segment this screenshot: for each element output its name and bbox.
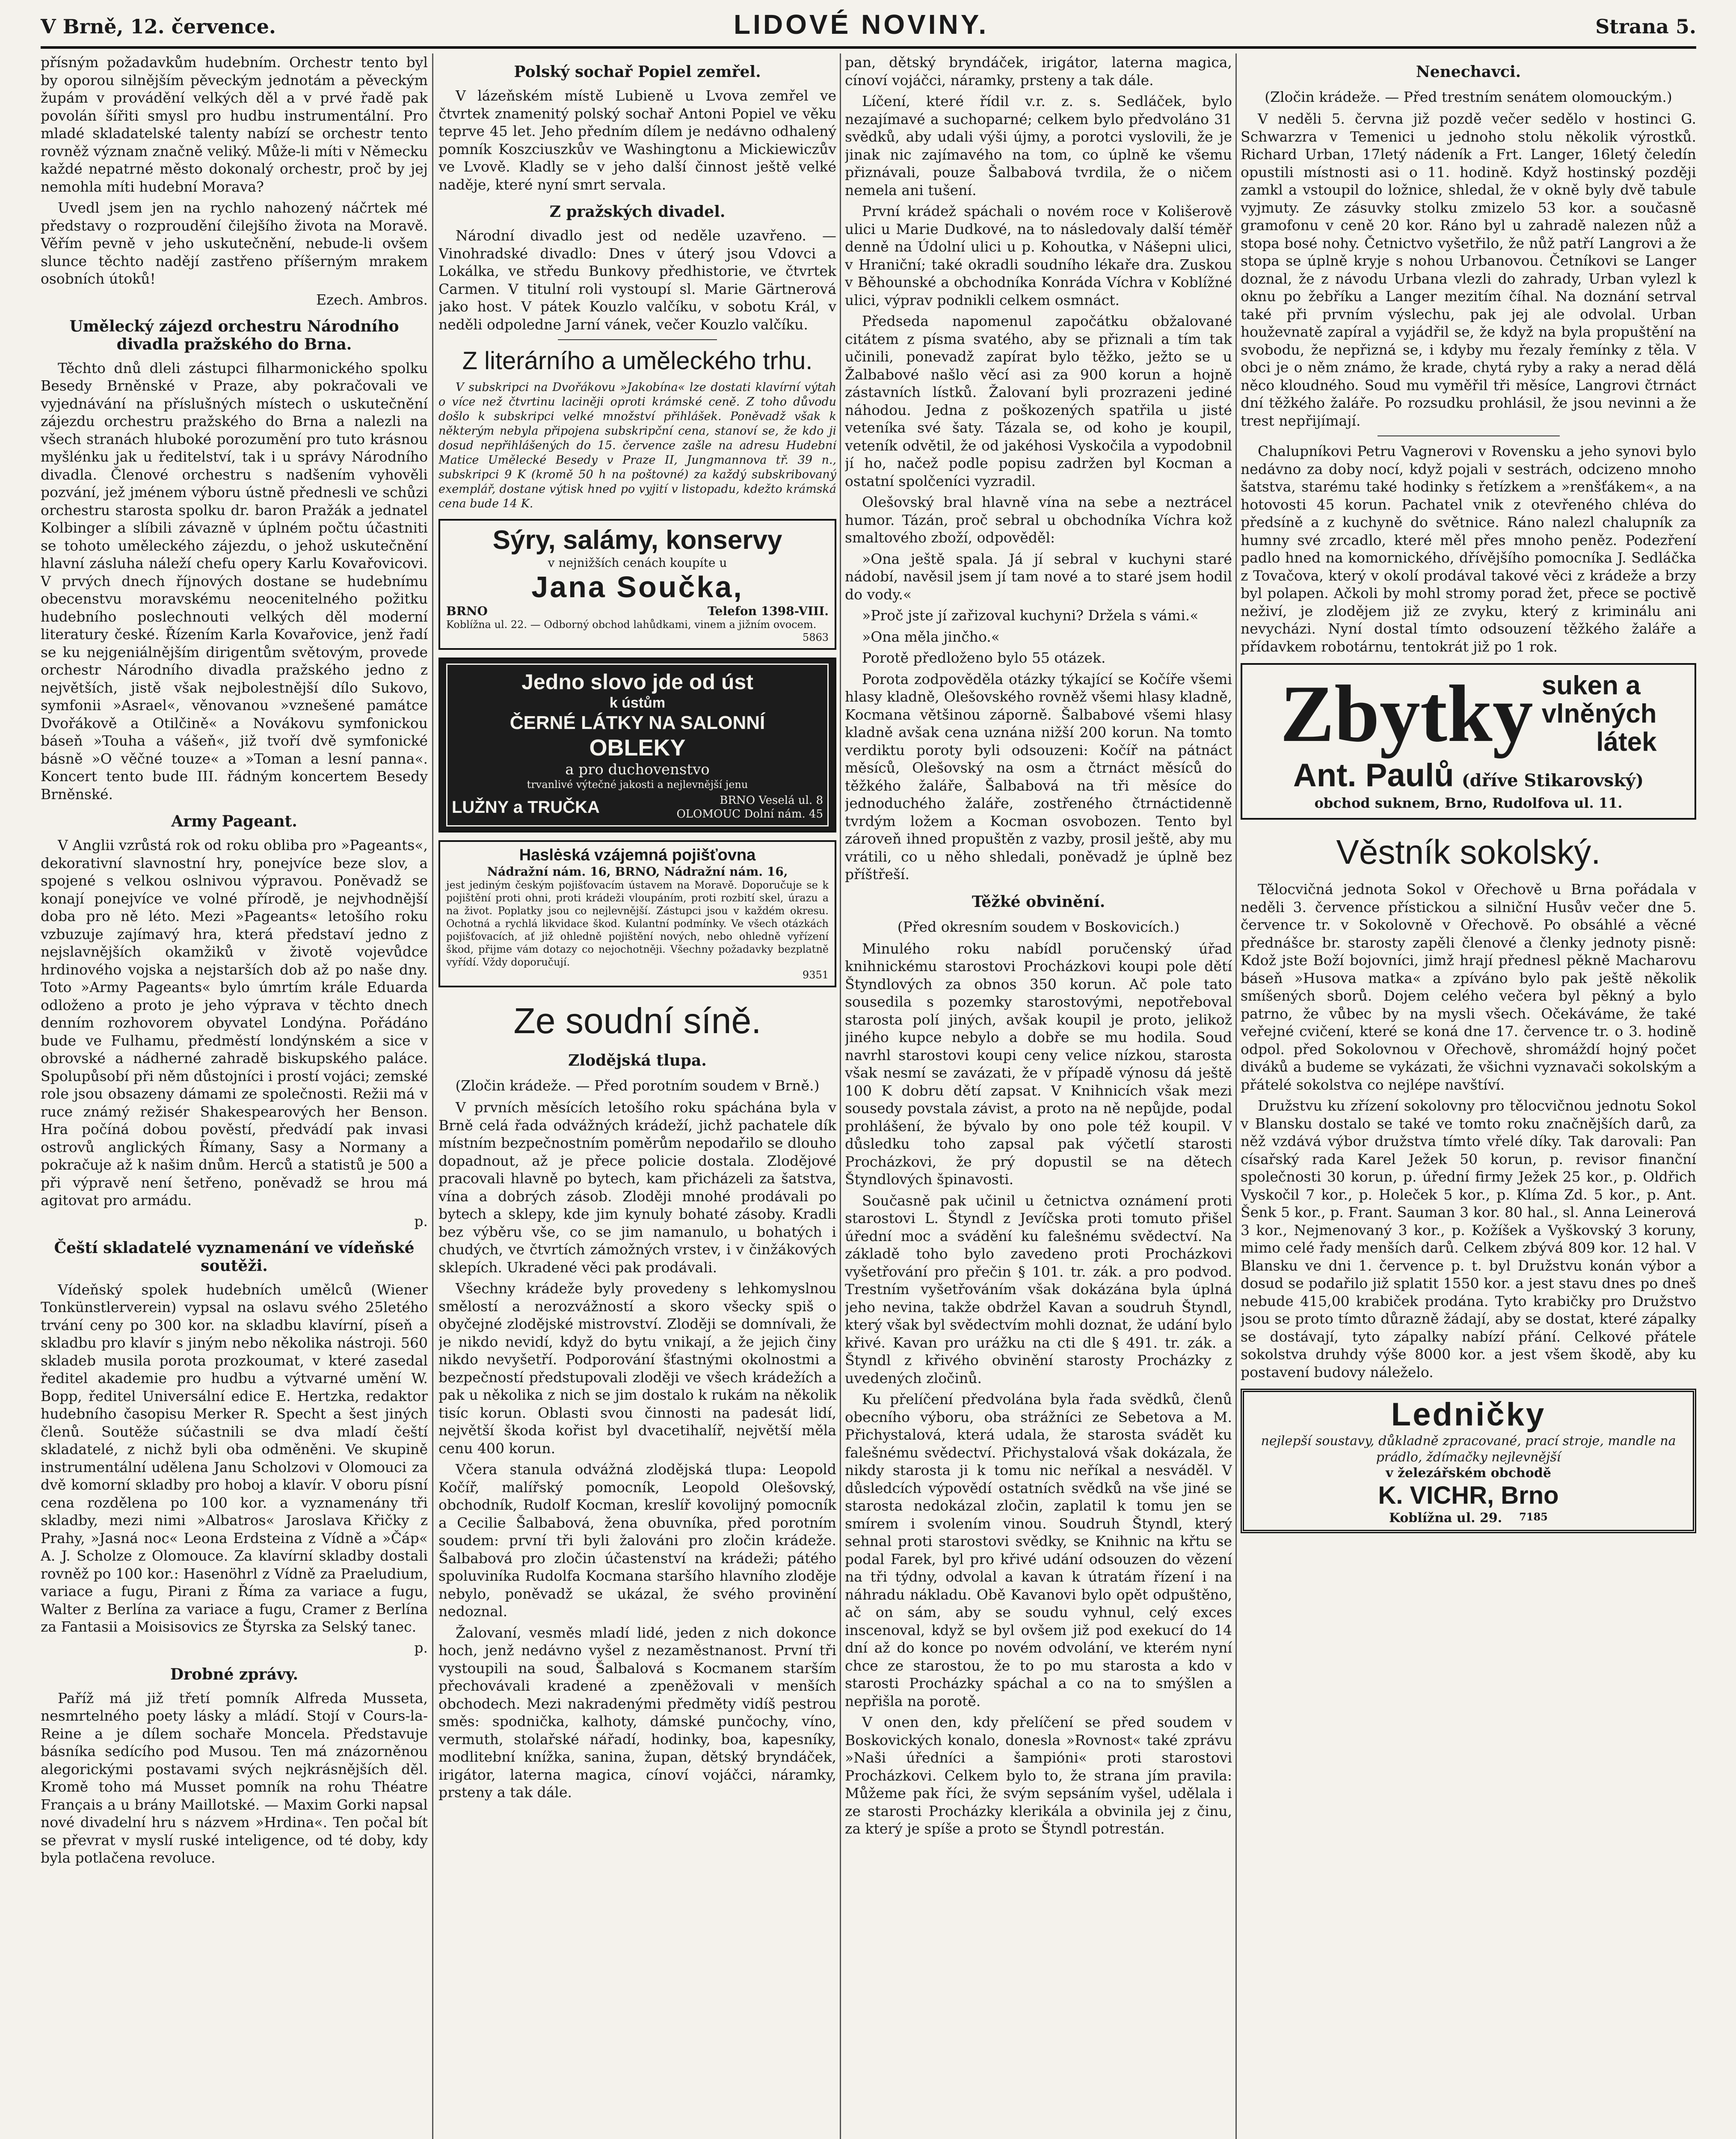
- article-paragraph: V neděli 5. června již pozdě večer sedělo v hostinci G. Schwarzra v Temenici u jednoho stolu několik výrostků. Richard Urban, 17letý nádeník a Frt. Langer, 16letý čeledín opustili místnosti asi o 11. hodině. Když hostinský později zamkl a vstoupil do ložnice, shledal, že v okně byly dvě tabule vyjmuty. Ze zásuvky stolku zmizelo 53 kor. a současně gramofonu v ceně 20 kor. Ráno byl u zahradě nalezen nůž a stopa bosé nohy. Četnictvo vyšetřilo, že nůž patří Langrovi a že stopa se úplně kryje s nohou Urbanovou. Četníkovi se Langer doznal, že z návodu Urbana vlezli do zahrady, Urban vylezl k oknu po žebříku a Langer mezitím číhal. Na doznání setrval také při prvním výslechu, pak jej ale odvolal. Urban houževnatě zapíral a vyjádřil se, že když na byla propuštění na svobodu, že nepřizná se, i kdyby mu řezaly řemínky z těla. V obci je o něm známo, že krade, chytá ryby a raky a nerad dělá něco kloudného. Soud mu vyměřil tři měsíce, Langrovi čtrnáct dní těžkého žaláře. Po rozsudku prohlásil, že jsou nevinni a že trest nepřijímají.: [1241, 110, 1696, 429]
- ad-title: Haslėská vzájemná pojišťovna: [519, 846, 756, 864]
- article-heading: Nenechavci.: [1416, 63, 1521, 81]
- column-divider: [1235, 53, 1237, 2139]
- separator: [558, 339, 717, 340]
- ad-address: Nádražní nám. 16, BRNO, Nádražní nám. 16,: [487, 865, 788, 879]
- ad-line: vlněných: [1541, 699, 1657, 729]
- article-paragraph: V subskripci na Dvořákovu »Jakobína« lze dostati klavírní výtah o více než čtvrtinu laciněji oproti krámské ceně. Z toho důvodu došlo k subskripci velké množství přihlášek. Poněvadž však k některým nebyla připojena subskripční cena, stanoví se, že kdo ji dosud nepřihlášených do 15. července zašle na adresu Hudební Matice Umělecké Besedy v Praze II, Jungmannova tř. 39 n., subskripci 9 K (kromě 50 h na poštovné) za každý subskribovaný exemplář, dostane výtisk hned po vyjití v listopadu, kdežto krámská cena bude 14 K.: [438, 381, 836, 510]
- article-heading: Umělecký zájezd orchestru Národního divadla pražského do Brna.: [69, 317, 399, 353]
- column-4: [1241, 53, 1696, 2139]
- article-paragraph: přísným požadavkům hudebním. Orchestr tento byl by oporou silnějším pěveckým jednotám a pěveckým župám v provádění velkých děl a v prvé řadě pak povolán šířiti smysl pro hudbu instrumentální. Pro mladé skladatelské talenty nabízí se orchestr tento rovněž význam značně veliký. Může-li míti v Německu každé nepatrné město dokonalý orchestr, proč by jej nemohla míti hudební Morava?: [41, 54, 428, 195]
- article-paragraph: Vídeňský spolek hudebních umělců (Wiener Tonkünstlerverein) vypsal na oslavu svého 25letého trvání ceny po 300 kor. na skladbu klavírní, píseň a skladbu pro klavír s jiným nebo několika nástroji. 560 skladeb musila porota prozkoumat, v které zasedal ředitel akademie pro hudbu a výtvarné umění W. Bopp, ředitel Universální edice E. Hertzka, redaktor hudebního časopisu Merker R. Specht a šest jiných členů. Soutěže súčastnili se dva mladí čeští skladatelé, z nichž byli oba odměněni. Ve skupině instrumentální udělena Janu Scholzovi v Olomouci za dvě komorní skladby pro hoboj a klavír. V oboru písní cena rozdělena po 100 kor. a vyznamenány tři skladby, mezi nimi »Albatros« Jaroslava Křičky z Prahy, »Jasná noc« Leona Erdsteina z Vídně a »Čáp« A. J. Scholze z Olomouce. Za klavírní skladby dostali rovněž po 100 kor.: Hasenöhrl z Vídně za Praeludium, variace a fugu, Pirani z Říma za variace a fugu, Walter z Berlína za variace a fugu, Cramer z Berlína za Fantasii a Moisisovics ze Štyrska za Selský tanec.: [41, 1281, 428, 1635]
- article-paragraph: Olešovský bral hlavně vína na sebe a neztrácel humor. Tázán, proč sebral u obchodníka Víchra kož smaltového zboží, odpověděl:: [845, 494, 1232, 546]
- ad-name: Ant. Paulů: [1293, 757, 1454, 794]
- article-paragraph: Národní divadlo jest od neděle uzavřeno. — Vinohradské divadlo: Dnes v úterý jsou Vdovci a Lokálka, ve středu Bunkovy předhistorie, ve čtvrtek Carmen. V titulní roli vystoupí sl. Marie Gärtnerová jako host. V pátek Kouzlo valčíku, v sobotu Král, v neděli odpoledne Jarní vánek, večer Kouzlo valčíku.: [438, 227, 836, 333]
- article-paragraph: Porota zodpověděla otázky týkající se Kočíře všemi hlasy kladně, Olešovského rovněž všemi hlasy kladně, Kocmana většinou záporně. Šalbabové všemi hlasy kladně avšak cena uznána nižší 200 korun. Na tomto verdiktu poroty byli odsouzeni: Kočíř na pátnáct měsíců, Olešovský na osm a čtrnáct měsíců do těžkého žaláře, Šalbabová na tři měsíce do jednoduchého žaláře, zostřeného čtrnáctidenně tvrdým ložem a Kocman osvobozen. Tento byl zároveň ihned propuštěn z vazby, prosil ještě, aby mu vrátili, co u něho shledali, poněvadž je úplně bez příštřeší.: [845, 670, 1232, 883]
- article-subheading: (Zločin krádeže. — Před trestním senátem olomouckým.): [1265, 89, 1672, 105]
- article-paragraph: V onen den, kdy přelíčení se před soudem v Boskovických konalo, donesla »Rovnost« také zprávu »Naši úředníci a šampióni« proti starostovi Procházkovi. Celkem bylo to, že strana jím pravila: Můžeme pak říci, že svým sepsáním vyšel, udělala i ze starosti Procházky klerikála a obvinila jej z činu, za který je spíše a proto se Štyndl potrestán.: [845, 1714, 1232, 1837]
- ad-city: BRNO: [446, 604, 488, 618]
- article-paragraph: V prvních měsících letošího roku spáchána byla v Brně celá řada odvážných krádeží, jichž pachatele dík místním bezpečnostním poměrům nepodařilo se dlouho dopadnout, až je přece policie dostala. Zlodějové pracovali hlavně po bytech, kam přicházeli za šatstva, vína a dobrých zásob. Zloději mnohé prodávali po bytech a sklepy, kde jim kynuly bohaté zásoby. Kradli bez výběru vše, co se jim namanulo, u bohatých i chudých, ve čtvrtích zámožných vrstev, i v činžákových sklepích. Ukradené věci pak prodávali.: [438, 1099, 836, 1276]
- article-heading: Těžké obvinění.: [972, 892, 1105, 911]
- article-heading: Polský sochař Popiel zemřel.: [514, 63, 761, 81]
- article-subheading: (Před okresním soudem v Boskovicích.): [897, 918, 1180, 935]
- ad-headline: Sýry, salámy, konservy: [492, 525, 782, 555]
- column-1: [41, 53, 428, 2139]
- advertisement-luzny-trucka: [438, 658, 836, 832]
- article-paragraph: Líčení, které řídil v.r. z. s. Sedláček, bylo nezajímavé a suchoparné; celkem bylo předvoláno 31 svědků, aby udali výši újmy, a porotci vyslovili, že je jinak nic zajímavého na tom, co úplně ke všemu přiznávali, pouze Šalbabová tvrdila, že o ničem nemela ani tušení.: [845, 93, 1232, 198]
- ad-name: K. VICHR, Brno: [1378, 1481, 1559, 1509]
- ad-name: LUŽNY a TRUČKA: [452, 797, 600, 817]
- ad-line: ČERNÉ LÁTKY NA SALONNÍ: [510, 712, 765, 733]
- column-divider: [840, 53, 841, 2139]
- ad-address: Koblížna ul. 29.: [1389, 1511, 1502, 1526]
- article-paragraph: pan, dětský bryndáček, irigátor, laterna magica, cínoví vojáčci, náramky, prsteny a tak dále.: [845, 54, 1232, 89]
- column-divider: [432, 53, 433, 2139]
- ad-line: látek: [1596, 727, 1657, 757]
- column-3: [845, 53, 1232, 2139]
- section-heading: Z literárního a uměleckého trhu.: [462, 347, 813, 375]
- article-paragraph: Včera stanula odvážná zlodějská tlupa: Leopold Kočíř, malířský pomocník, Leopold Olešovský, obchodník, Rudolf Kocman, kreslíř kovolijný pomocník a Cecilie Šalbabová, žena obuvníka, před porotním soudem: první tři byli žalováni pro zločin krádeže. Šalbabová pro zločin účastenství na krádeži; pátého spoluviníka Rudolfa Kocmana staršího hlavního zloděje nebylo, poněvadž se ukázal, že svého provinění nedoznal.: [438, 1461, 836, 1620]
- ad-body: jest jediným českým pojišťovacím ústavem na Moravě. Doporučuje se k pojištění proti ohni, proti krádeži vloupáním, proti rozbití skel, úrazu a na život. Poplatky jsou co nejlevnější. Zástupci jsou v každém okresu. Ochotná a rychlá likvidace škod. Kulantní podmínky. Ve všech otázkách pojišťovacích, ať již ohledně pojištění nových, nebo ohledně vyřízení škod, přijme vám dotazy co nejochotněji. Všechny požadavky bezplatně vyřídí. Vždy doporučují.: [446, 879, 829, 968]
- ad-line: k ústům: [609, 695, 666, 711]
- ad-address: Koblížna ul. 22. — Odborný obchod lahůdkami, vinem a jižním ovocem.: [446, 619, 817, 631]
- article-paragraph: Předseda napomenul započátku obžalované citátem z písma svatého, aby se přiznali a tím tak učinili, ponevadž zapírat bylo těžko, ježto se u Žalbabové našlo věcí asi za 900 korun a hojně zástavních lístků. Žalovaní byli prozrazeni jediné náhodou. Jedna z poškozených spatřila u jisté veteníka své šaty. Tázala se, od koho je koupil, veteník odvětil, že od jakéhosi Vyskočila a vypodobnil jí ho, načež podle popisu zadržen byl Kocman a ostatní spolčeníci vyzradil.: [845, 313, 1232, 489]
- article-signature: p.: [414, 1639, 428, 1656]
- ad-big-word: Zbytky: [1280, 669, 1533, 759]
- article-subheading: (Zločin krádeže. — Před porotním soudem v Brně.): [455, 1077, 820, 1094]
- article-paragraph: »Proč jste jí zařizoval kuchyni? Držela s vámi.«: [862, 607, 1199, 624]
- article-paragraph: Žalovaní, vesměs mladí lidé, jeden z nich dokonce hoch, jenž nedávno vyšel z nezaměstnanost. První tři vystoupili na soud, Šalbalová s Kocmanem starším přechovávali kradené a zpeněžovali v menších obchodech. Mezi nakradenými předměty vidíš pestrou směs: spodnička, kalhoty, dámské punčochy, víno, vermuth, stolařské nářadí, hodinky, boa, kapesníky, modlitební knížka, sanina, župan, dětský bryndáček, irigátor, laterna magica, cínoví vojáčci, náramky, prsteny a tak dále.: [438, 1624, 836, 1801]
- ad-code: 7185: [1519, 1511, 1548, 1523]
- ad-title: Ledničky: [1391, 1396, 1546, 1433]
- article-paragraph: Uvedl jsem jen na rychlo nahozený náčrtek mé představy o rozproudění čilejšího života na Moravě. Věřím pevně v jeho uskutečnění, nebude-li ovšem slunce těchto nadějí zastřeno příšerným mrakem osobních útoků!: [41, 199, 428, 287]
- header-rule: [41, 46, 1696, 49]
- ad-line: Jedno slovo jde od úst: [521, 670, 753, 694]
- article-paragraph: Porotě předloženo bylo 55 otázek.: [862, 649, 1106, 666]
- section-heading: Věstník sokolský.: [1336, 833, 1601, 871]
- advertisement-insurance: [438, 840, 836, 987]
- article-paragraph: Ku přelíčení předvolána byla řada svědků, členů obecního výboru, oba strážníci ze Sebetova a M. Přichystalová, která udala, že starosta svádět ku falešnému svědectví. Přichystalová však dokázala, že nikdy starosta ji k tomu nic neříkal a nesváděl. V důsledcích výpovědí ostatních svědků na vše jiné se starosta nedokázal zločin, zaplatil k tomu jen se smírem i svolením vinou. Soudruh Štyndl, který sehnal proti starostovi svědky, se Knihnic na křtu se podal Farek, byl pro křivé udání odsouzen do vězení na tři týdny, odvolal a kavan k útratám řízení i na náhradu nákladu. Obě Kavanovi bylo opět odpuštěno, ač on sám, aby se soudu vyhnul, celý exces inscenoval, když se byl ovšem již pod exekucí do 14 dní až do konce po novém odvolání, ve kterém nyní chce ze starostou, že to po mu starosta a kdo v starosti Procházky spáchal a co na to smýšlen a nepřišla na porotě.: [845, 1391, 1232, 1709]
- ad-where: v železářském obchodě: [1386, 1466, 1551, 1481]
- article-paragraph: Těchto dnů dleli zástupci filharmonického spolku Besedy Brněnské v Praze, aby pokračovali ve vyjednávání na příslušných místech o uskutečnění zájezdu orchestru pražského do Brna a nalezli na všech stranách hluboké porozumění pro tuto krásnou myšlénku jak u ředitelství, tak i u správy Národního divadla. Členové orchestru s nadšením vyhověli pozvání, jež jménem výboru ústně přednesli ve schůzi orchestru starosta spolku dr. baron Pražák a jednatel Kolbinger a slíbili závazně v úplném počtu účastniti se tohoto uměleckého zájezdu, o jehož uskutečnění hlavní zásluha náleží chefu opery Karlu Kovařovicovi. V prvých dnech říjnových dostane se hudebnímu obecenstvu moravskému neocenitelného požitku hudebního poslechnouti velkých děl moderní literatury české. Řízením Karla Kovařovice, jenž řadí se ku nejgeniálnějším dirigentům světovým, provede orchestr Národního divadla pražského jedno z největších, jistě však nejbolestnější dílo Sukovo, symfonii »Asrael«, věnovanou »vznešené památce Dvořákově a Otilčině« a Novákovu symfonickou báseň »Touha a vášeň«, již tvoří dvě symfonické básně »O věčné touze« a »Toman a lesní panna«. Koncert tento bude III. řádným koncertem Besedy Brněnské.: [41, 359, 428, 803]
- ad-formerly: (dříve Stikarovský): [1461, 770, 1644, 791]
- article-paragraph: Všechny krádeže byly provedeny s lehkomyslnou smělostí a nerozvážností a skoro všecky spiš o obyčejné zlodějské mistrovství. Zloději se domnívali, že je nikdo nevidí, když do bytu vnikají, a že jejich činy nikdo nevyšetří. Podporování šťastnými okolnostmi a bezpečností předstupovali zloději ve všech krádežích a pak u několika z nich se jim dostalo k rukám na několik tisíc korun. Oblasti svou činnosti na padesát lidí, největší škoda kořist byl dvacetihalíř, největší měla cenu 400 korun.: [438, 1280, 836, 1457]
- article-paragraph: Minulého roku nabídl poručenský úřad knihnickému starostovi Procházkovi koupi pole dětí Štyndlových za obnos 350 korun. Ač pole tato sousedila s pozemky starostovými, nepotřeboval starosta polí jiných, avšak koupil je proto, jelikož jiného kupce nebylo a dobře se mu hodila. Soud navrhl starostovi koupi ceny velice nízkou, starosta však nesmí se zavázati, že v případě výnosu dá ještě 100 K dobru dětí zapsat. V Knihnicích však mezi sousedy povstala závist, a proto na ně nepůjde, podal prohlášení, že bývalo by ono pole též koupil. V důsledku toho zapsal pak výčetlí starosti Procházkovi, že prý dopustil se na dětech Štyndlových špinavosti.: [845, 940, 1232, 1188]
- article-paragraph: »Ona měla jinčho.«: [862, 628, 1000, 645]
- article-paragraph: Současně pak učinil u četnictva oznámení proti starostovi L. Štyndl z Jevíčska proti tomuto přišel úřední moc a svádění ku falešnému svědectví. Na základě toho bylo zavedeno proti Procházkovi vyšetřování pro přečin § 101. tr. zák. a pro podvod. Trestním vyšetřováním však dokázána byla úplná jeho nevina, takže obdržel Kavan a soudruh Štyndl, který však byl svědectvím mohli doznat, že udání bylo křivé. Kavan pro urážku na cti dle § 491. tr. zák. a Štyndl z křivého obvinění starosty Procházky z uvedených zločinů.: [845, 1192, 1232, 1386]
- article-heading: Zlodějská tlupa.: [568, 1052, 707, 1070]
- article-paragraph: V lázeňském místě Lubieně u Lvova zemřel ve čtvrtek znamenitý polský sochař Antoni Popiel ve věku teprve 45 let. Jeho předním dílem je nedávno odhalený pomník Koszciuszkův ve Washingtonu a Mickiewiczův ve Lvově. Kladly se v jeho další činnost ještě velké naděje, které nyní smrt servala.: [438, 87, 836, 193]
- advertisement-vichr: [1241, 1389, 1696, 1533]
- article-paragraph: První krádež spáchali o novém roce v Kolišerově ulici u Marie Dudkové, na to následovaly další téměř denně na Údolní ulici u p. Kohoutka, v Nášepni ulici, v Hraniční; také okradli soudního lékaře dra. Zuskou v Běhounské a obchodníka Konráda Víchra v Koblížné ulici, výprav podnikli celkem osmnáct.: [845, 203, 1232, 308]
- ad-address: obchod suknem, Brno, Rudolfova ul. 11.: [1314, 795, 1623, 811]
- article-paragraph: Tělocvičná jednota Sokol v Ořechově u Brna pořádala v neděli 3. července přístickou a silniční Husův večer dne 5. července tr. v Sokolovně v Ořechově. Po obsáhlé a věcné přednášce br. starosty zapěli členové a členky jednoty pisně: Kdož jste Boží bojovníci, jimž hrají přednesl pěkně Macharovu báseň »Husova matka« a zpíváno bylo pak ještě několik smíšených sborů. Dojem celého večera byl pěkný a bylo patrno, že vůbec by na mysli všech. Očekáváme, že také veřejné cvičení, které se koná dne 17. července tr. o 3. hodině odpol. před Sokolovnou v Ořechově, shromáždí hojný počet diváků a budeme se vykázati, že všichni vyznavači sokolským a přátelé sokolstva co nejlépe navštíví.: [1241, 881, 1696, 1093]
- advertisement-soucek: [438, 519, 836, 650]
- masthead-title: LIDOVÉ NOVINY.: [734, 9, 989, 40]
- header-date: V Brně, 12. července.: [41, 15, 276, 38]
- ad-body: nejlepší soustavy, důkladně zpracované, prací stroje, mandle na prádlo, ždímačky nejlevnější: [1261, 1434, 1676, 1465]
- ad-code: 9351: [802, 969, 829, 981]
- article-paragraph: »Ona ještě spala. Já jí sebral v kuchyni staré nádobí, navěsil jsem jí tam nové a to staré jsem hodil do vody.«: [845, 550, 1232, 603]
- section-heading: Ze soudní síně.: [513, 1001, 761, 1041]
- article-heading: Army Pageant.: [171, 812, 297, 830]
- column-2: [438, 53, 836, 2139]
- ad-name: Jana Součka,: [531, 570, 744, 604]
- page-number: Strana 5.: [1595, 15, 1696, 38]
- ad-phone: Telefon 1398-VIII.: [708, 604, 829, 618]
- article-signature: Ezech. Ambros.: [316, 291, 428, 308]
- ad-line: suken a: [1541, 671, 1641, 700]
- advertisement-paulu: [1241, 663, 1696, 820]
- article-heading: Čeští skladatelé vyznamenání ve vídeňské soutěži.: [54, 1238, 415, 1275]
- ad-city: OLOMOUC Dolní nám. 45: [676, 808, 823, 821]
- article-paragraph: Družstvu ku zřízení sokolovny pro tělocvičnou jednotu Sokol v Blansku dostalo se také ve tomto roku značnějších darů, za něž vzdává výbor družstva tímto vřelé díky. Tak darovali: Pan císařský rada Karel Ježek 50 korun, p. revisor finanční společnosti 30 korun, p. úřední firmy Ježek 25 kor., p. Oldřich Vyskočil 7 kor., p. Holeček 5 kor., p. Klíma Zd. 5 kor., p. Ant. Šenk 5 kor., p. Frant. Sauman 3 kor. 80 hal., sl. Anna Leinerová 3 kor., Nejmenovaný 3 kor., p. Kožíšek a Vyškovský 3 koruny, mimo celé řady menších darů. Celkem zbývá 809 kor. 12 hal. V Blansku ve dni 1. července p. t. byl Družstvu konán výbor a dosud se podařilo již splatit 1550 kor. a jest stavu dnes po dneš nebude 415,00 krabiček prodána. Tyto krabičky pro Družstvo jsou se proto tímto důrazně žádají, aby se dostat, které zápalky se dostávají, tyto zápalky nabízí přání. Celkové přátele sokolstva druhdy výše 8000 kor. a jest všem škodě, aby ku postavení budovy náleželo.: [1241, 1097, 1696, 1381]
- article-heading: Drobné zprávy.: [170, 1665, 299, 1683]
- ad-line: OBLEKY: [589, 735, 686, 761]
- ad-city: BRNO Veselá ul. 8: [720, 794, 823, 807]
- ad-line: trvanlivé výtečné jakosti a nejlevnější jenu: [527, 779, 748, 791]
- article-paragraph: Chalupníkovi Petru Vagnerovi v Rovensku a jeho synovi bylo nedávno za doby nocí, když pojali v sestrách, odcizeno mnoho šatstva, starému také hodinky s řetízkem a »renšťákem«, a na hotovosti 45 korun. Pachatel vnik z otevřeného chléva do předsíně a z kuchyně do světnice. Ráno nalezl chalupník za humny své zrcadlo, které měl přes mnoho peněz. Podezření padlo hned na komornického, dřívějšího pomocníka J. Sedláčka z Tovačova, který v okolí prodával takové věci z krádeže a brzy byl polapen. Ačkoli by mohl stromy porad žet, přece se poctivě neživí, je zlodějem již ze zvyku, který z kriminálu ani nevycházi. Nyní dostal tímto odsouzení těžkého žaláře a přídavkem robotárnu, tentokrát již po 1 rok.: [1241, 443, 1696, 655]
- article-heading: Z pražských divadel.: [549, 203, 726, 221]
- article-paragraph: Paříž má již třetí pomník Alfreda Musseta, nesmrtelného poety lásky a mládí. Stojí v Cours-la-Reine a je dílem sochaře Moncela. Představuje básníka sedícího pod Musou. Ten má znázorněnou alegorickými postavami svých nejkrásnějších děl. Kromě toho má Musset pomník na rohu Théatre Français a u brány Maillotské. — Maxim Gorki napsal nové divadelní hru s názvem »Hrdina«. Ten počal bít se převrat v myslí ruské inteligence, od té doby, kdy byla potlačena revoluce.: [41, 1689, 428, 1866]
- ad-code: 5863: [802, 631, 829, 643]
- article-signature: p.: [414, 1212, 428, 1229]
- article-paragraph: V Anglii vzrůstá rok od roku obliba pro »Pageants«, dekorativní slavnostní hry, ponejvíce beze slov, a spojené s velkou oslnivou výpravou. Poněvadž se konají ponejvíce ve volné přírodě, je nejvhodnější doba pro ně léto. Mezi »Pageants« letošího roku vzbuzuje zajímavý hra, která představí jedno z nejslavnějších okamžiků v životě vojevůdce hrdinového vojska a nejstarších dob až po naše dny. Toto »Army Pageants« bylo úmrtím krále Eduarda odloženo a proto je jeho výprava v těchto dnech denním rozhovorem obyvatel Londýna. Pořádáno bude ve Fulhamu, předměstí londýnském a sice v obrovské a nádherné zahradě biskupského paláce. Spolupůsobí při něm důstojníci i prostí vojáci; zemské role jsou obsazeny dámami ze společnosti. Režii má v ruce známý režisér Shakespearových her Benson. Hra počíná dobou pověstí, předvádí pak invasi ostrovů anglických Římany, Sasy a Normany a pokračuje až k našim dnům. Herců a statistů je 500 a při výpravě není šetřeno, poněvadž se hrou má agitovat pro armádu.: [41, 837, 428, 1209]
- ad-line: a pro duchovenstvo: [565, 761, 710, 778]
- ad-subline: v nejnižších cenách koupíte u: [548, 556, 727, 570]
